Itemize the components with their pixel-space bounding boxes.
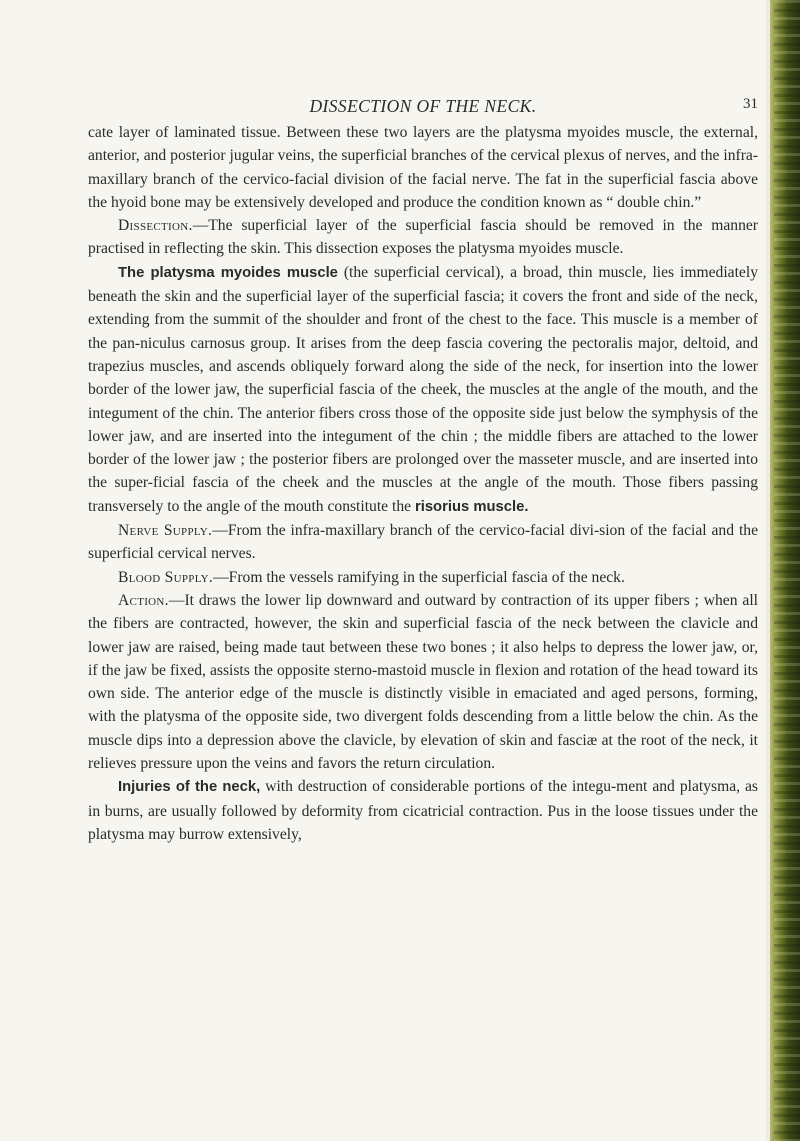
running-title: DISSECTION OF THE NECK. — [309, 96, 537, 116]
dissection-label: Dissection. — [118, 217, 193, 235]
paragraph-dissection — [88, 214, 758, 261]
blood-supply-label: Blood Supply. — [118, 568, 214, 586]
action-text: —It draws the lower lip downward and outward by contraction of its upper fibers ; when all the fibers are contracted, however, the skin and superficial fascia of the neck between the clavicle and lower jaw are raised, being made taut between these two bones ; it also helps to depress the lower jaw, or, if the jaw be fixed, assists the opposite sterno-mastoid muscle in flexion and rotation of the head toward its own side. The anterior edge of the muscle is distinctly visible in emaciated and aged persons, forming, with the platysma of the opposite side, two divergent folds descending from a little below the chin. As the muscle dips into a depression above the clavicle, by elevation of skin and fasciæ at the root of the neck, it relieves pressure upon the veins and favors the return circulation. — [88, 591, 758, 773]
paragraph-intro-text: cate layer of laminated tissue. Between these two layers are the platysma myoides muscle, the external, anterior, and posterior jugular veins, the superficial branches of the cervical plexus of nerves, and the infra-maxillary branch of the cervico-facial division of the facial nerve. The fat in the superficial fascia above the hyoid bone may be extensively developed and produce the condition known as “ double chin.” — [88, 124, 758, 211]
dissection-text: —The superficial layer of the superficial fascia should be removed in the manner practised in reflecting the skin. This dissection exposes the platysma myoides muscle. — [88, 217, 758, 258]
running-head — [88, 96, 758, 122]
nerve-supply-label: Nerve Supply. — [118, 522, 213, 540]
risorius-term: risorius muscle. — [414, 498, 529, 515]
paragraph-nerve-supply — [88, 519, 758, 566]
paragraph-intro — [88, 121, 758, 214]
platysma-heading: The platysma myoides muscle — [118, 264, 338, 281]
injuries-heading: Injuries of the neck, — [118, 779, 261, 796]
platysma-text: (the superficial cervical), a broad, thin muscle, lies immediately beneath the skin and the superficial layer of the superficial fascia; it covers the front and side of the neck, extending from the summit of the shoulder and front of the chest to the face. This muscle is a member of the pan-niculus carnosus group. It arises from the deep fascia covering the pectoralis major, deltoid, and trapezius muscles, and ascends obliquely forward along the side of the neck, for insertion into the lower border of the lower jaw, the superficial fascia of the cheek, the muscles at the angle of the mouth, and the integument of the chin. The anterior fibers cross those of the opposite side just below the symphysis of the lower jaw, and are inserted into the integument of the chin ; the middle fibers are attached to the lower border of the lower jaw ; the posterior fibers are prolonged over the masseter muscle, and are inserted into the super-ficial fascia of the cheek and the muscles at the angle of the mouth. Those fibers passing transversely to the angle of the mouth constitute the — [88, 263, 758, 515]
paragraph-injuries — [88, 775, 758, 846]
body-text — [88, 121, 758, 846]
nerve-supply-text: —From the infra-maxillary branch of the cervico-facial divi-sion of the facial and the superficial cervical nerves. — [88, 522, 758, 563]
book-binding-edge — [766, 0, 800, 1141]
page-number: 31 — [743, 96, 758, 112]
action-label: Action. — [118, 591, 169, 609]
paragraph-action — [88, 589, 758, 775]
paragraph-platysma — [88, 261, 758, 519]
injuries-text: with destruction of considerable portions of the integu-ment and platysma, as in burns, are usually followed by deformity from cicatricial contraction. Pus in the loose tissues under the platysma may burrow extensively, — [88, 778, 759, 843]
paragraph-blood-supply — [88, 566, 758, 589]
blood-supply-text: —From the vessels ramifying in the superficial fascia of the neck. — [213, 568, 625, 586]
